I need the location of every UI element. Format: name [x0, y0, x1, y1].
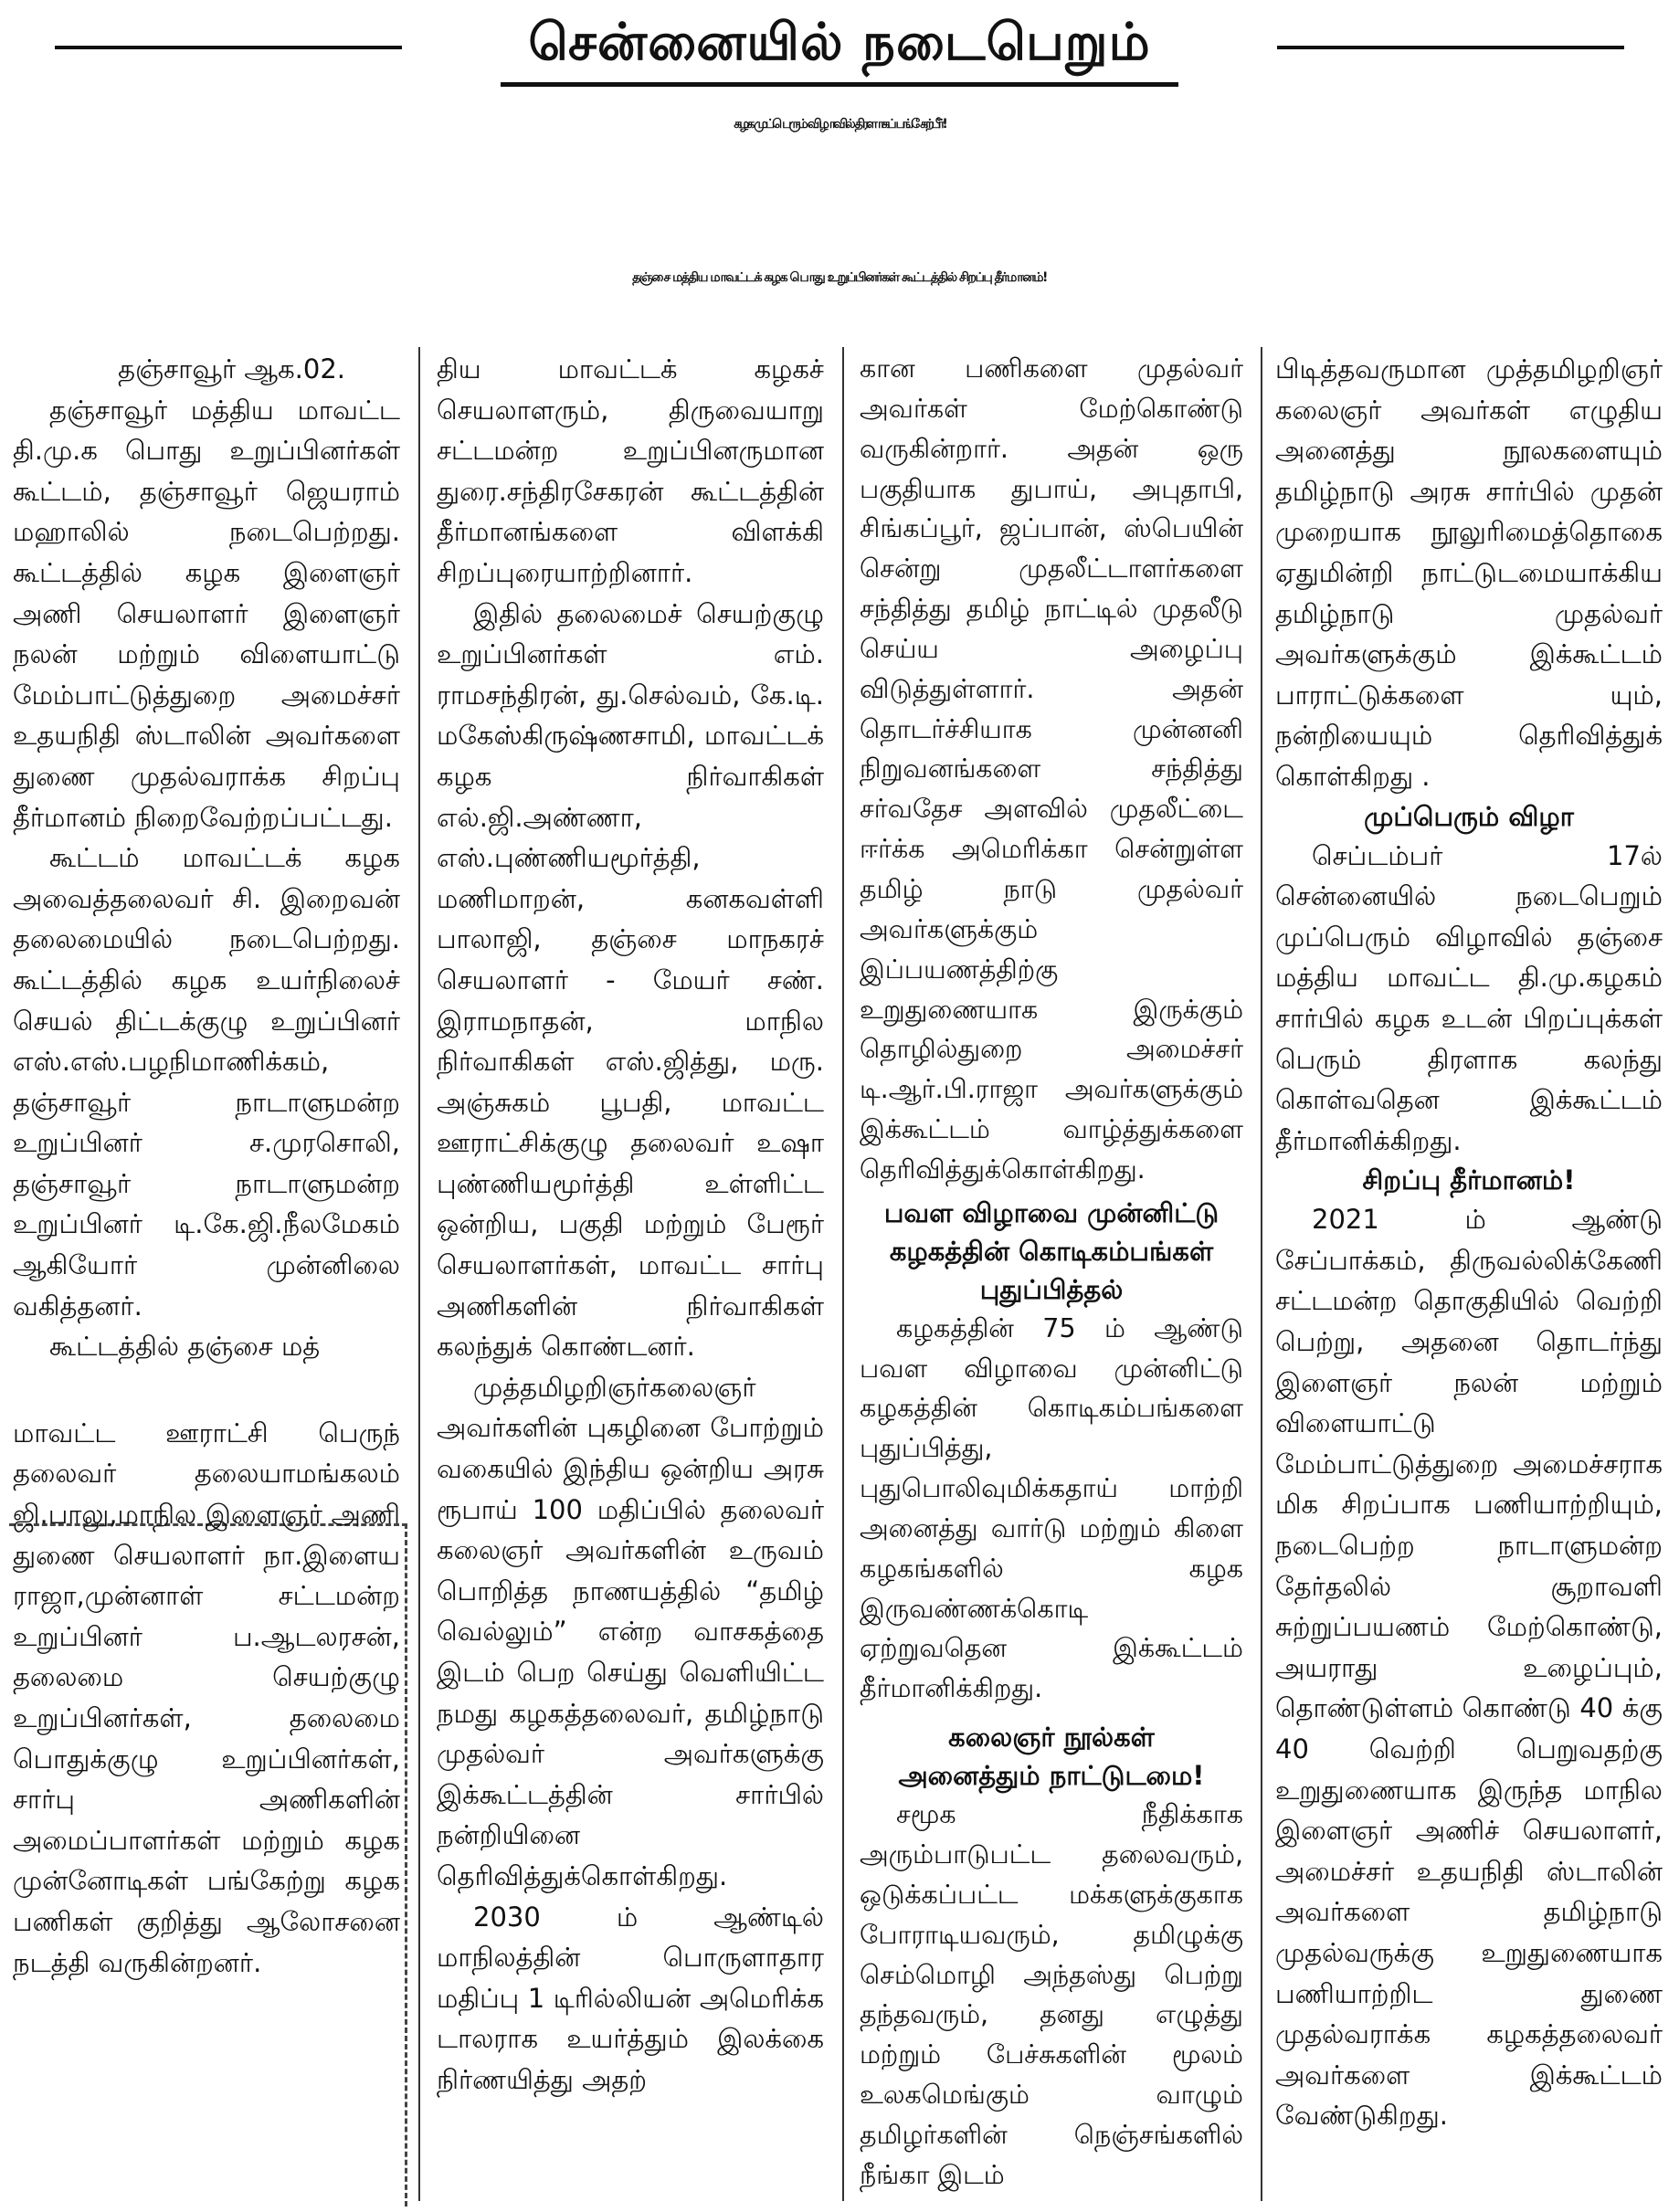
paragraph: கூட்டம் மாவட்டக் கழக அவைத்தலைவர் சி. இறைவன் தலைமையில் நடைபெற்றது. கூட்டத்தில் கழக உயர்நிலைச் செயல் திட்டக்குழு உறுப்பினர் எஸ்.எஸ்.பழநிமாணிக்கம், தஞ்சாவூர் நாடாளுமன்ற உறுப்பினர் ச.முரசொலி, தஞ்சாவூர் நாடாளுமன்ற உறுப்பினர் டி.கே.ஜி.நீலமேகம் ஆகியோர் முன்னிலை வகித்தனர்.: [13, 842, 400, 1322]
kicker-banner: [0, 13, 1679, 87]
paragraph: திய மாவட்டக் கழகச் செயலாளரும், திருவையாறு சட்டமன்ற உறுப்பினருமான துரை.சந்திரசேகரன் கூட்டத்தின் தீர்மானங்களை விளக்கி சிறப்புரையாற்றினார்.: [437, 353, 824, 588]
section-heading: [860, 1194, 1243, 1309]
section-heading-line: கலைஞர் நூல்கள்: [948, 1722, 1155, 1754]
section-heading-line: புதுப்பித்தல்: [979, 1273, 1124, 1305]
paragraph: செப்டம்பர் 17ல் சென்னையில் நடைபெறும் முப்பெரும் விழாவில் தஞ்சை மத்திய மாவட்ட தி.மு.கழகம் சார்பில் கழக உடன் பிறப்புக்கள் பெரும் திரளாக கலந்து கொள்வதென இக்கூட்டம் தீர்மானிக்கிறது.: [1275, 839, 1663, 1156]
article-column-3: [860, 349, 1243, 2196]
paragraph: கழகத்தின் 75 ம் ஆண்டு பவள விழாவை முன்னிட்டு கழகத்தின் கொடிகம்பங்களை புதுப்பித்து, புதுபொலிவுமிக்கதாய் மாற்றி அனைத்து வார்டு மற்றும் கிளை கழகங்களில் கழக இருவண்ணக்கொடி ஏற்றுவதென இக்கூட்டம் தீர்மானிக்கிறது.: [860, 1312, 1243, 1704]
section-heading: [860, 1718, 1243, 1795]
dateline: தஞ்சாவூர் ஆக.02.: [118, 353, 345, 384]
paragraph: தஞ்சாவூர் மத்திய மாவட்ட தி.மு.க பொது உறுப்பினர்கள் கூட்டம், தஞ்சாவூர் ஜெயராம் மஹாலில் நடைபெற்றது. கூட்டத்தில் கழக இளைஞர் அணி செயலாளர் இளைஞர் நலன் மற்றும் விளையாட்டு மேம்பாட்டுத்துறை அமைச்சர் உதயநிதி ஸ்டாலின் அவர்களை துணை முதல்வராக்க சிறப்பு தீர்மானம் நிறைவேற்றப்பட்டது.: [13, 394, 400, 833]
paragraph: கான பணிகளை முதல்வர் அவர்கள் மேற்கொண்டு வருகின்றார். அதன் ஒரு பகுதியாக துபாய், அபுதாபி, சிங்கப்பூர், ஜப்பான், ஸ்பெயின் சென்று முதலீட்டாளர்களை சந்தித்து தமிழ் நாட்டில் முதலீடு செய்ய அழைப்பு விடுத்துள்ளார். அதன் தொடர்ச்சியாக முன்னனி நிறுவனங்களை சந்தித்து சர்வதேச அளவில் முதலீட்டை ஈர்க்க அமெரிக்கா சென்றுள்ள தமிழ் நாடு முதல்வர் அவர்களுக்கும் இப்பயணத்திற்கு உறுதுணையாக இருக்கும் தொழில்துறை அமைச்சர் டி.ஆர்.பி.ராஜா அவர்களுக்கும் இக்கூட்டம் வாழ்த்துக்களை தெரிவித்துக்கொள்கிறது.: [860, 353, 1243, 1185]
article-column-2: [437, 349, 824, 2101]
section-heading-line: அனைத்தும் நாட்டுடமை!: [898, 1760, 1205, 1792]
article-column-1: [13, 349, 400, 1983]
section-heading-line: பவள விழாவை முன்னிட்டு: [883, 1196, 1220, 1228]
article-column-4: [1275, 349, 1663, 2136]
paragraph: 2030 ம் ஆண்டில் மாநிலத்தின் பொருளாதார மதிப்பு 1 டிரில்லியன் அமெரிக்க டாலராக உயர்த்தும் இலக்கை நிர்ணயித்து அதற்: [437, 1901, 824, 2095]
paragraph: 2021 ம் ஆண்டு சேப்பாக்கம், திருவல்லிக்கேணி சட்டமன்ற தொகுதியில் வெற்றி பெற்று, அதனை தொடர்ந்து இளைஞர் நலன் மற்றும் விளையாட்டு மேம்பாட்டுத்துறை அமைச்சராக மிக சிறப்பாக பணியாற்றியும், நடைபெற்ற நாடாளுமன்ற தேர்தலில் சூறாவளி சுற்றுப்பயணம் மேற்கொண்டு, அயராது உழைப்பும், தொண்டுள்ளம் கொண்டு 40 க்கு 40 வெற்றி பெறுவதற்கு உறுதுணையாக இருந்த மாநில இளைஞர் அணிச் செயலாளர், அமைச்சர் உதயநிதி ஸ்டாலின் அவர்களை தமிழ்நாடு முதல்வருக்கு உறுதுணையாக பணியாற்றிட துணை முதல்வராக்க கழகத்தலைவர் அவர்களை இக்கூட்டம் வேண்டுகிறது.: [1275, 1204, 1663, 2132]
subheadline: தஞ்சை மத்திய மாவட்டக் கழக பொது உறுப்பினர்கள் கூட்டத்தில் சிறப்பு தீர்மானம்!: [632, 270, 1047, 285]
headline: கழக முப்பெரும் விழாவில் திரளாகப் பங்கேற்பீர்!: [734, 117, 945, 132]
paragraph: முத்தமிழறிஞர்கலைஞர் அவர்களின் புகழினை போற்றும் வகையில் இந்திய ஒன்றிய அரசு ரூபாய் 100 மதிப்பில் தலைவர் கலைஞர் அவர்களின் உருவம் பொறித்த நாணயத்தில் “தமிழ் வெல்லும்” என்ற வாசகத்தை இடம் பெற செய்து வெளியிட்ட நமது கழகத்தலைவர், தமிழ்நாடு முதல்வர் அவர்களுக்கு இக்கூட்டத்தின் சார்பில் நன்றியினை தெரிவித்துக்கொள்கிறது.: [437, 1371, 824, 1891]
section-heading: சிறப்பு தீர்மானம்!: [1362, 1164, 1576, 1196]
column-rule-2: [842, 347, 844, 2201]
kicker: சென்னையில் நடைபெறும்: [501, 13, 1177, 87]
column-rule-3: [1261, 347, 1262, 2201]
section-heading-line: கழகத்தின் கொடிகம்பங்கள்: [889, 1235, 1214, 1267]
column-rule-1: [418, 347, 420, 2201]
paragraph: மாவட்ட ஊராட்சி பெருந் தலைவர் தலையாமங்கலம் ஜி.பாலு,மாநில இளைஞர் அணி துணை செயலாளர் நா.இளைய ராஜா,முன்னாள் சட்டமன்ற உறுப்பினர் ப.ஆடலரசன், தலைமை செயற்குழு உறுப்பினர்கள், தலைமை பொதுக்குழு உறுப்பினர்கள், சார்பு அணிகளின் அமைப்பாளர்கள் மற்றும் கழக முன்னோடிகள் பங்கேற்று கழக பணிகள் குறித்து ஆலோசனை நடத்தி வருகின்றனர்.: [13, 1417, 400, 1978]
paragraph: கூட்டத்தில் தஞ்சை மத்: [49, 1331, 321, 1363]
paragraph: பிடித்தவருமான முத்தமிழறிஞர் கலைஞர் அவர்கள் எழுதிய அனைத்து நூலகளையும் தமிழ்நாடு அரசு சார்பில் முதன் முறையாக நூலுரிமைத்தொகை ஏதுமின்றி நாட்டுடமையாக்கிய தமிழ்நாடு முதல்வர் அவர்களுக்கும் இக்கூட்டம் பாராட்டுக்களை யும், நன்றியையும் தெரிவித்துக் கொள்கிறது .: [1275, 353, 1663, 792]
paragraph: சமூக நீதிக்காக அரும்பாடுபட்ட தலைவரும், ஒடுக்கப்பட்ட மக்களுக்குகாக போராடியவரும், தமிழுக்கு செம்மொழி அந்தஸ்து பெற்று தந்தவரும், தனது எழுத்து மற்றும் பேச்சுகளின் மூலம் உலகமெங்கும் வாழும் தமிழர்களின் நெஞ்சங்களில் நீங்கா இடம்: [860, 1799, 1243, 2190]
paragraph: இதில் தலைமைச் செயற்குழு உறுப்பினர்கள் எம். ராமசந்திரன், து.செல்வம், கே.டி. மகேஸ்கிருஷ்ணசாமி, மாவட்டக் கழக நிர்வாகிகள் எல்.ஜி.அண்ணா, எஸ்.புண்ணியமூர்த்தி, மணிமாறன், கனகவள்ளி பாலாஜி, தஞ்சை மாநகரச் செயலாளர் - மேயர் சண். இராமநாதன், மாநில நிர்வாகிகள் எஸ்.ஜித்து, மரு. அஞ்சுகம் பூபதி, மாவட்ட ஊராட்சிக்குழு தலைவர் உஷா புண்ணியமூர்த்தி உள்ளிட்ட ஒன்றிய, பகுதி மற்றும் பேரூர் செயலாளர்கள், மாவட்ட சார்பு அணிகளின் நிர்வாகிகள் கலந்துக் கொண்டனர்.: [437, 597, 824, 1363]
section-heading: முப்பெரும் விழா: [1364, 800, 1574, 832]
